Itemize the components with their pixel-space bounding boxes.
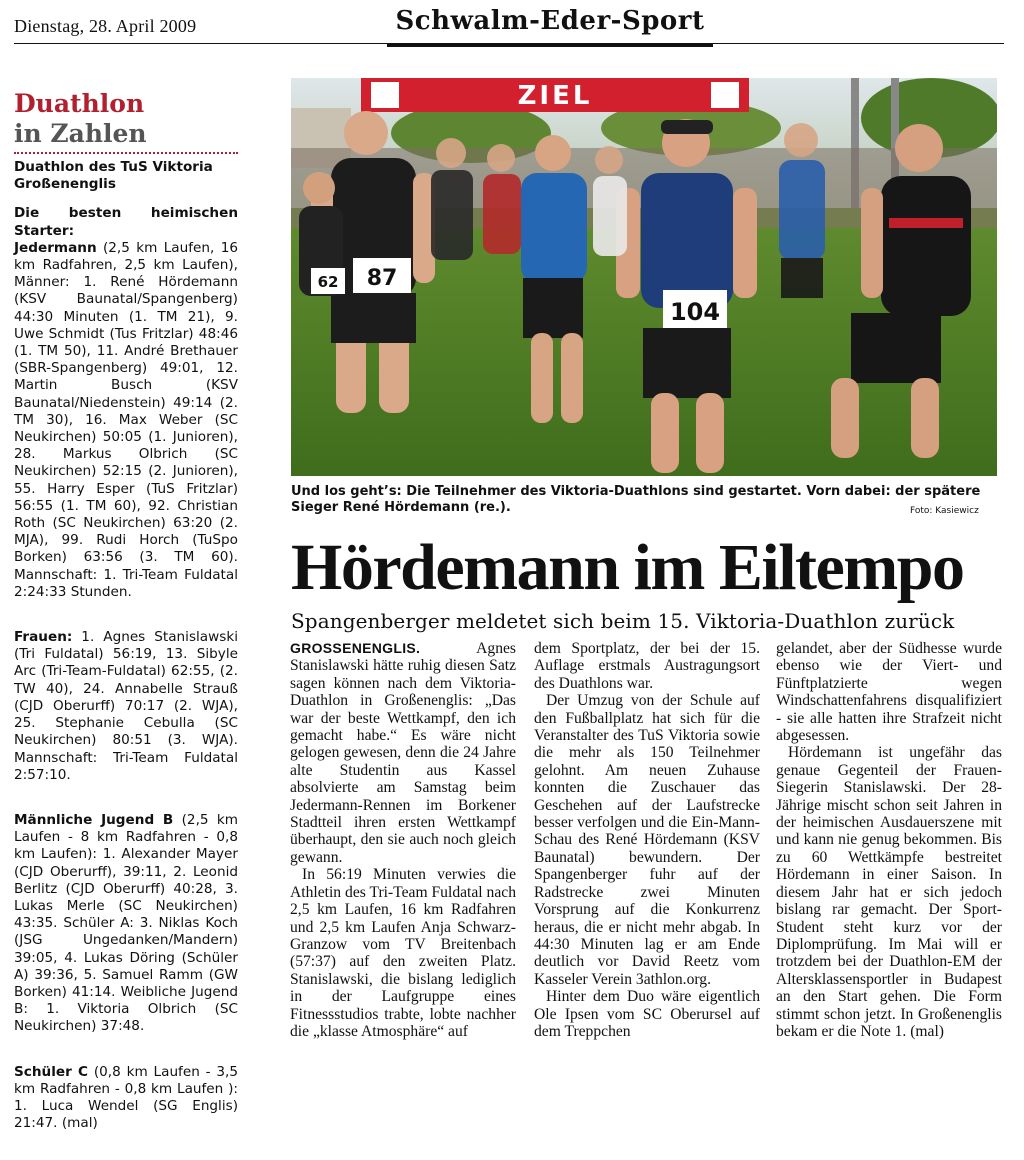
results-sidebar xyxy=(14,89,238,1160)
results-block-jugend xyxy=(14,812,238,1036)
article-paragraph: Der Umzug von der Schule auf den Fußballplatz hat sich für die Veranstalter des TuS Viktoria sowie die mehr als 150 Teilnehmer gelohnt. Am neuen Zuhause konnten die Zuschauer das Geschehen auf der Laufstrecke besser verfolgen und die Ein-Mann-Schau des René Hördemann (KSV Baunatal) bewundern. Der Spangenberger fuhr auf der Radstrecke zwei Minuten Vorsprung auf die Konkurrenz heraus, die er nicht mehr abgab. In 44:30 Minuten lag er am Ende deutlich vor David Reetz vom Kasseler Verein 3athlon.org. xyxy=(534,692,760,988)
results-lead: Die besten heimischen Starter: xyxy=(14,205,238,239)
article-paragraph: Hördemann ist ungefähr das genaue Gegenteil der Frauen-Siegerin Stanislawski. Der 28-Jährige mischt schon seit Jahren in der heimischen Ausdauerszene mit und kann nie genug bekommen. Bis zu 60 Wettkämpfe bestreitet Hördemann in einer Saison. In diesem Jahr hat er sich jedoch bislang rar gemacht. Der Sport-Student steht kurz vor der Diplomprüfung. Im Mai will er trotzdem bei der Duathlon-EM der Altersklassensportler in Budapest an den Start gehen. Die Form stimmt schon jetzt. In Großenenglis bekam er die Note 1. (mal) xyxy=(776,744,1002,1040)
bib-number: 62 xyxy=(317,273,339,291)
results-lead-category: Jedermann xyxy=(14,239,97,256)
section-title-underline xyxy=(387,44,713,47)
results-block-schueler xyxy=(14,1064,238,1133)
section-title: Schwalm-Eder-Sport xyxy=(395,6,705,36)
results-lead: Schüler C xyxy=(14,1063,89,1080)
race-photo-illustration xyxy=(291,78,997,476)
bib-number: 104 xyxy=(669,298,721,326)
results-block-jedermann xyxy=(14,205,238,601)
article-paragraph: gelandet, aber der Südhesse wurde ebenso wie der Viert- und Fünftplatzierte wegen Windschattenfahrens disqualifiziert - sie alle hatten ihre Strafzeit nicht abgesessen. xyxy=(776,640,1002,745)
article-paragraph: dem Sportplatz, der bei der 15. Auflage erstmals Austragungsort des Duathlons war. xyxy=(534,640,760,692)
article-headline: Hördemann im Eiltempo xyxy=(291,531,964,604)
article-subheadline: Spangenberger meldetet sich beim 15. Viktoria-Duathlon zurück xyxy=(291,609,955,633)
results-text: 1. Agnes Stanislawski (Tri Fuldatal) 56:19, 13. Sibyle Arc (Tri-Team-Fuldatal) 62:55, (2. TW 40), 24. Annabelle Strauß (CJD Oberurff) 70:17 (2. WJA), 25. Stephanie Cebulla (SC Neukirchen) 80:51 (3. WJA). Mannschaft: Tri-Team Fuldatal 2:57:10. xyxy=(14,629,238,783)
article-column-3 xyxy=(776,640,1002,1040)
results-text: (2,5 km Laufen, 16 km Radfahren, 2,5 km Laufen), Männer: 1. René Hördemann (KSV Baunatal/Spangenberg) 44:30 Minuten (1. TM 21), 9. Uwe Schmidt (Tus Fritzlar) 48:46 (1. TM 50), 11. André Brethauer (SBR-Spangenberg) 49:01, 12. Martin Busch (KSV Baunatal/Niedenstein) 49:14 (2. TM 30), 16. Max Weber (SC Neukirchen) 50:05 (1. Junioren), 28. Markus Olbrich (SC Neukirchen) 52:15 (2. Junioren), 55. Harry Esper (TuS Fritzlar) 56:55 (1. TM 60), 92. Christian Roth (SC Neukirchen) 63:20 (2. MJA), 99. Rudi Horch (TuSpo Borken) 63:56 (3. TM 60). Mannschaft: 1. Tri-Team Fuldatal 2:24:33 Stunden. xyxy=(14,239,238,600)
article-paragraph: Agnes Stanislawski hätte ruhig diesen Satz sagen können nach dem Viktoria-Duathlon in Großenenglis: „Das war der beste Wettkampf, den ich gemacht habe.“ Es wäre nicht gelogen gewesen, denn die 24 Jahre alte Studentin aus Kassel absolvierte am Samstag beim Jedermann-Rennen im Borkener Stadtteil ihren ersten Wettkampf überhaupt, den sie auch noch gleich gewann. xyxy=(290,640,516,866)
results-block-frauen xyxy=(14,629,238,784)
results-lead: Frauen: xyxy=(14,629,73,646)
results-text: (0,8 km Laufen - 3,5 km Radfahren - 0,8 km Laufen ): 1. Luca Wendel (SG Englis) 21:47. (mal) xyxy=(14,1063,239,1132)
bib-number: 87 xyxy=(366,266,398,291)
results-text: (2,5 km Laufen - 8 km Radfahren - 0,8 km Laufen): 1. Alexander Mayer (CJD Oberurff), 39:11, 2. Leonid Berlitz (CJD Oberurff) 40:28, 3. Lukas Merle (SC Neukirchen) 43:35. Schüler A: 3. Niklas Koch (JSG Ungedanken/Mandern) 39:05, 4. Lukas Döring (Schüler A) 39:36, 5. Samuel Ramm (GW Borken) 41:14. Weibliche Jugend B: 1. Viktoria Olbrich (SC Neukirchen) 37:48. xyxy=(14,811,238,1035)
photo-caption: Und los geht’s: Die Teilnehmer des Viktoria-Duathlons sind gestartet. Vorn dabei: der spätere Sieger René Hördemann (re.). xyxy=(291,484,981,515)
article-paragraph: Hinter dem Duo wäre eigentlich Ole Ipsen vom SC Oberursel auf dem Treppchen xyxy=(534,988,760,1040)
article-column-1 xyxy=(290,640,516,1040)
results-lead: Männliche Jugend B xyxy=(14,811,174,828)
article-column-2 xyxy=(534,640,760,1040)
banner-text: ZIEL xyxy=(517,81,593,111)
sidebar-title-line2: in Zahlen xyxy=(14,119,147,148)
sidebar-subtitle: Duathlon des TuS Viktoria Großenenglis xyxy=(14,159,213,193)
dateline: GROSSENENGLIS. xyxy=(290,640,421,656)
photo-credit: Foto: Kasiewicz xyxy=(910,506,979,516)
sidebar-dotted-rule xyxy=(14,152,238,154)
article-paragraph: In 56:19 Minuten verwies die Athletin des Tri-Team Fuldatal nach 2,5 km Laufen, 16 km Radfahren und 2,5 km Laufen Anja Schwarz-Granzow vom TV Breitenbach (57:37) auf den zweiten Platz. Stanislawski, die bislang lediglich in der Laufgruppe eines Fitnessstudios trabte, lobte nachher die „klasse Atmosphäre“ auf xyxy=(290,866,516,1040)
race-start-photo xyxy=(291,78,997,476)
issue-date: Dienstag, 28. April 2009 xyxy=(14,16,197,36)
sidebar-title-line1: Duathlon xyxy=(14,89,145,118)
